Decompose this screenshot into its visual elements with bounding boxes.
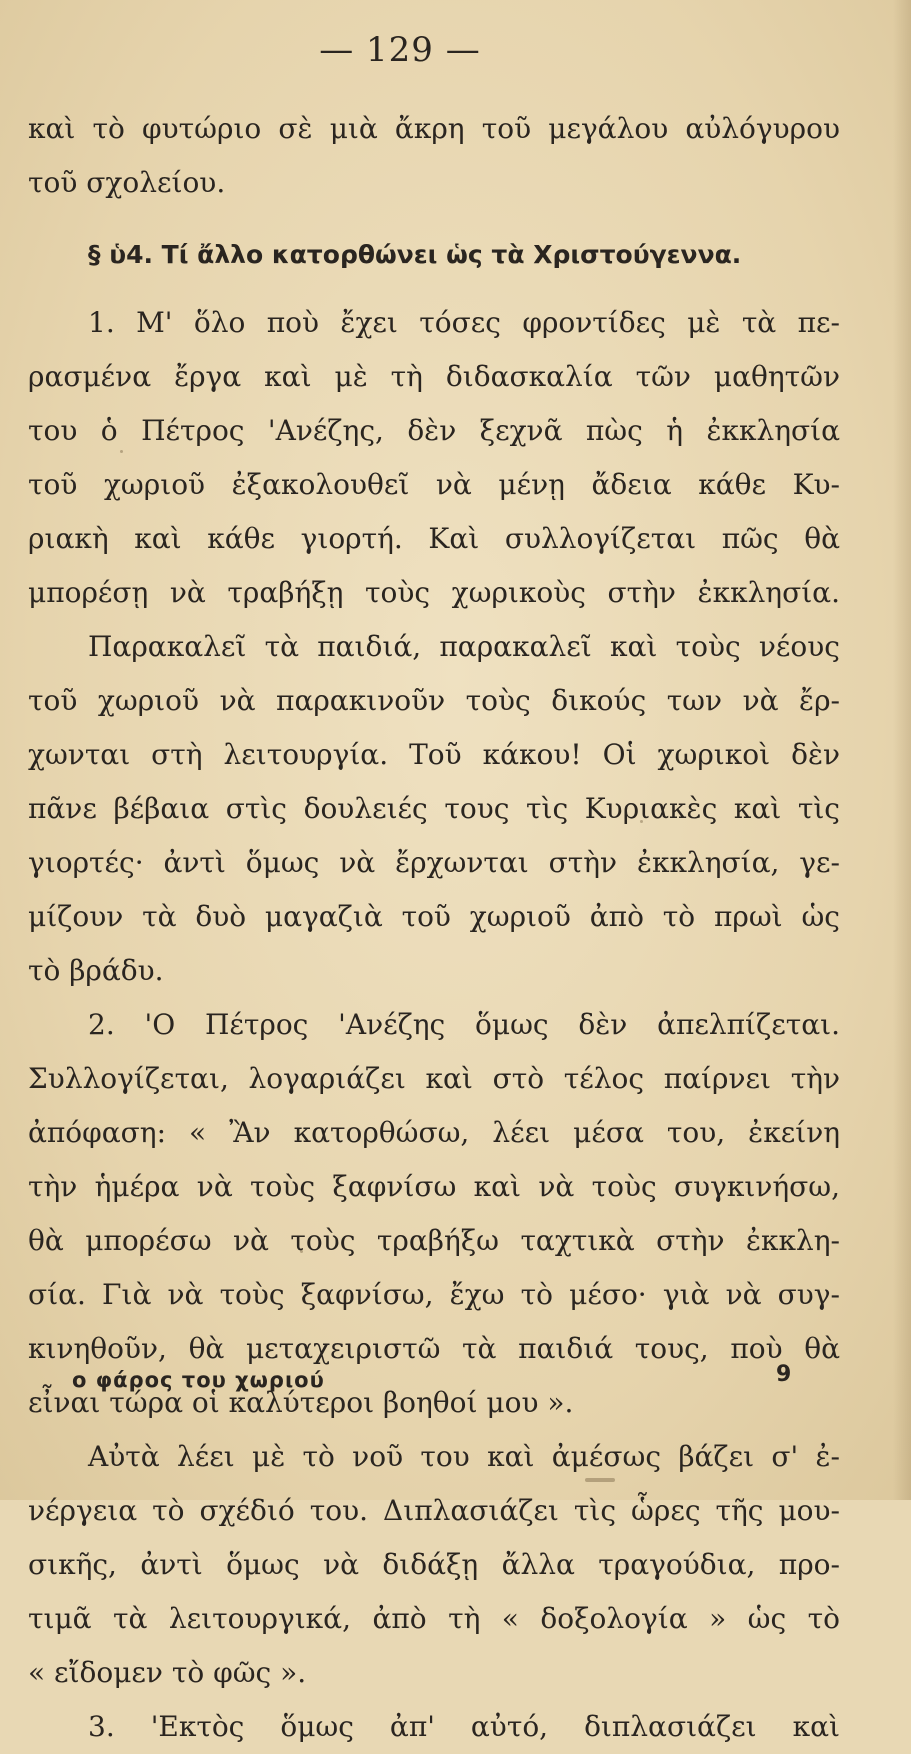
text-line: του ὁ Πέτρος 'Ανέζης, δὲν ξεχνᾶ πὼς ἡ ἐκκλησία	[28, 414, 840, 447]
text-line: νέργεια τὸ σχέδιό του. Διπλασιάζει τὶς ὧρες τῆς μου-	[28, 1494, 840, 1527]
text-line: πᾶνε βέβαια στὶς δουλειές τους τὶς Κυριακὲς καὶ τὶς	[28, 792, 840, 825]
text-line: χωνται στὴ λειτουργία. Τοῦ κάκου! Οἱ χωρικοὶ δὲν	[28, 738, 840, 771]
gathering-number: 9	[776, 1362, 792, 1387]
text-line: σικῆς, ἀντὶ ὅμως νὰ διδάξῃ ἄλλα τραγούδια, προ-	[28, 1548, 840, 1581]
text-line: τὴν ἡμέρα νὰ τοὺς ξαφνίσω καὶ νὰ τοὺς συγκινήσω,	[28, 1170, 840, 1203]
text-line: εἶναι τώρα οἱ καλύτεροι βοηθοί μου ».	[28, 1386, 574, 1419]
text-line: γιορτές· ἀντὶ ὅμως νὰ ἔρχωνται στὴν ἐκκλησία, γε-	[28, 846, 840, 879]
paper-speck	[120, 450, 123, 453]
text-line: μπορέσῃ νὰ τραβήξῃ τοὺς χωρικοὺς στὴν ἐκκλησία.	[28, 576, 840, 609]
page-number: — 129 —	[319, 30, 481, 70]
text-line: 2. 'Ο Πέτρος 'Ανέζης ὅμως δὲν ἀπελπίζεται.	[88, 1008, 840, 1041]
text-line: « εἴδομεν τὸ φῶς ».	[28, 1656, 307, 1689]
text-line: Συλλογίζεται, λογαριάζει καὶ στὸ τέλος παίρνει τὴν	[28, 1062, 840, 1095]
page-edge-shadow	[893, 0, 911, 1500]
text-line: τοῦ σχολείου.	[28, 166, 226, 199]
paper-speck	[300, 1250, 303, 1253]
text-line: ἀπόφαση: « Ἂν κατορθώσω, λέει μέσα του, ἐκείνη	[28, 1116, 840, 1149]
text-line: 3. 'Εκτὸς ὅμως ἀπ' αὐτό, διπλασιάζει καὶ	[88, 1710, 840, 1743]
text-line: κινηθοῦν, θὰ μεταχειριστῶ τὰ παιδιά τους, ποὺ θὰ	[28, 1332, 840, 1365]
text-line: θὰ μπορέσω νὰ τοὺς τραβήξω ταχτικὰ στὴν ἐκκλη-	[28, 1224, 840, 1257]
text-line: Παρακαλεῖ τὰ παιδιά, παρακαλεῖ καὶ τοὺς νέους	[88, 630, 840, 663]
text-line: τιμᾶ τὰ λειτουργικά, ἀπὸ τὴ « δοξολογία » ὡς τὸ	[28, 1602, 840, 1635]
text-line: ριακὴ καὶ κάθε γιορτή. Καὶ συλλογίζεται πῶς θὰ	[28, 522, 840, 555]
text-line: τοῦ χωριοῦ νὰ παρακινοῦν τοὺς δικούς των νὰ ἔρ-	[28, 684, 840, 717]
paper-speck	[585, 1478, 615, 1482]
section-heading: § ὑ4. Τί ἄλλο κατορθώνει ὡς τὰ Χριστούγεννα.	[88, 240, 742, 269]
text-line: Αὐτὰ λέει μὲ τὸ νοῦ του καὶ ἀμέσως βάζει σ' ἐ-	[88, 1440, 840, 1473]
text-line: σία. Γιὰ νὰ τοὺς ξαφνίσω, ἔχω τὸ μέσο· γιὰ νὰ συγ-	[28, 1278, 840, 1311]
body-text	[28, 102, 840, 1754]
text-line: τοῦ χωριοῦ ἐξακολουθεῖ νὰ μένῃ ἄδεια κάθε Κυ-	[28, 468, 840, 501]
printer-signature-mark: ο φάρος του χωριού	[72, 1368, 325, 1392]
text-line: 1. Μ' ὅλο ποὺ ἔχει τόσες φροντίδες μὲ τὰ πε-	[88, 306, 840, 339]
text-line: ρασμένα ἔργα καὶ μὲ τὴ διδασκαλία τῶν μαθητῶν	[28, 360, 840, 393]
paper-speck	[640, 820, 643, 823]
text-line: τὸ βράδυ.	[28, 954, 164, 987]
text-line: μίζουν τὰ δυὸ μαγαζιὰ τοῦ χωριοῦ ἀπὸ τὸ πρωὶ ὡς	[28, 900, 840, 933]
text-line: καὶ τὸ φυτώριο σὲ μιὰ ἄκρη τοῦ μεγάλου αὐλόγυρου	[28, 112, 840, 145]
